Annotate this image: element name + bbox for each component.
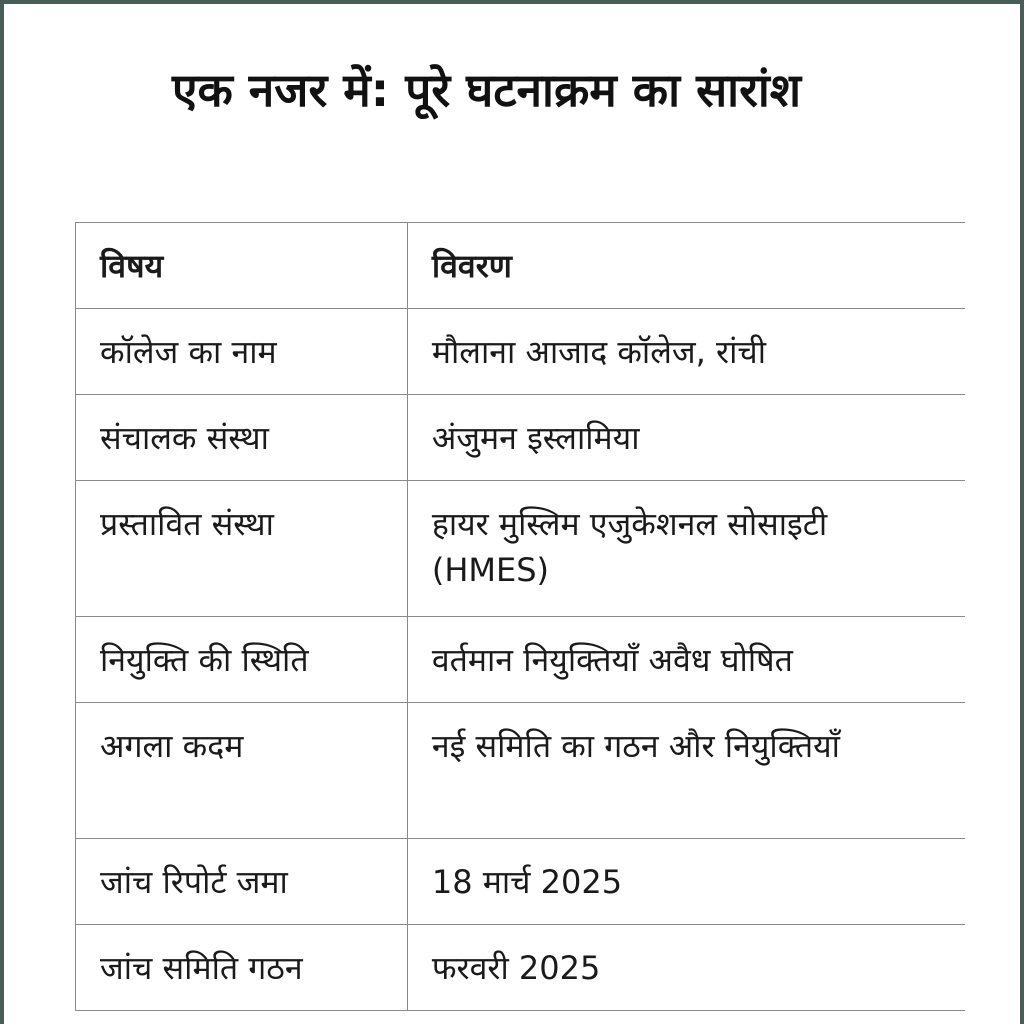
row-subject: संचालक संस्था bbox=[76, 395, 408, 481]
page-title-text: एक नजर में: पूरे घटनाक्रम का सारांश bbox=[172, 63, 802, 117]
row-subject: जांच समिति गठन bbox=[76, 925, 408, 1011]
row-detail: वर्तमान नियुक्तियाँ अवैध घोषित bbox=[407, 617, 965, 703]
row-subject: प्रस्तावित संस्था bbox=[76, 481, 408, 617]
page-title bbox=[76, 62, 976, 118]
table-row bbox=[76, 309, 966, 395]
table-row bbox=[76, 703, 966, 839]
header-detail: विवरण bbox=[407, 223, 965, 309]
row-detail: फरवरी 2025 bbox=[407, 925, 965, 1011]
table-row bbox=[76, 925, 966, 1011]
row-subject: जांच रिपोर्ट जमा bbox=[76, 839, 408, 925]
summary-table bbox=[75, 222, 965, 1011]
table-row bbox=[76, 839, 966, 925]
header-subject: विषय bbox=[76, 223, 408, 309]
table-row bbox=[76, 617, 966, 703]
row-detail: मौलाना आजाद कॉलेज, रांची bbox=[407, 309, 965, 395]
table-row bbox=[76, 395, 966, 481]
row-subject: कॉलेज का नाम bbox=[76, 309, 408, 395]
row-subject: नियुक्ति की स्थिति bbox=[76, 617, 408, 703]
table-header-row bbox=[76, 223, 966, 309]
row-subject: अगला कदम bbox=[76, 703, 408, 839]
row-detail: हायर मुस्लिम एजुकेशनल सोसाइटी (HMES) bbox=[407, 481, 965, 617]
row-detail: नई समिति का गठन और नियुक्तियाँ bbox=[407, 703, 965, 839]
table-row bbox=[76, 481, 966, 617]
row-detail: अंजुमन इस्लामिया bbox=[407, 395, 965, 481]
row-detail: 18 मार्च 2025 bbox=[407, 839, 965, 925]
